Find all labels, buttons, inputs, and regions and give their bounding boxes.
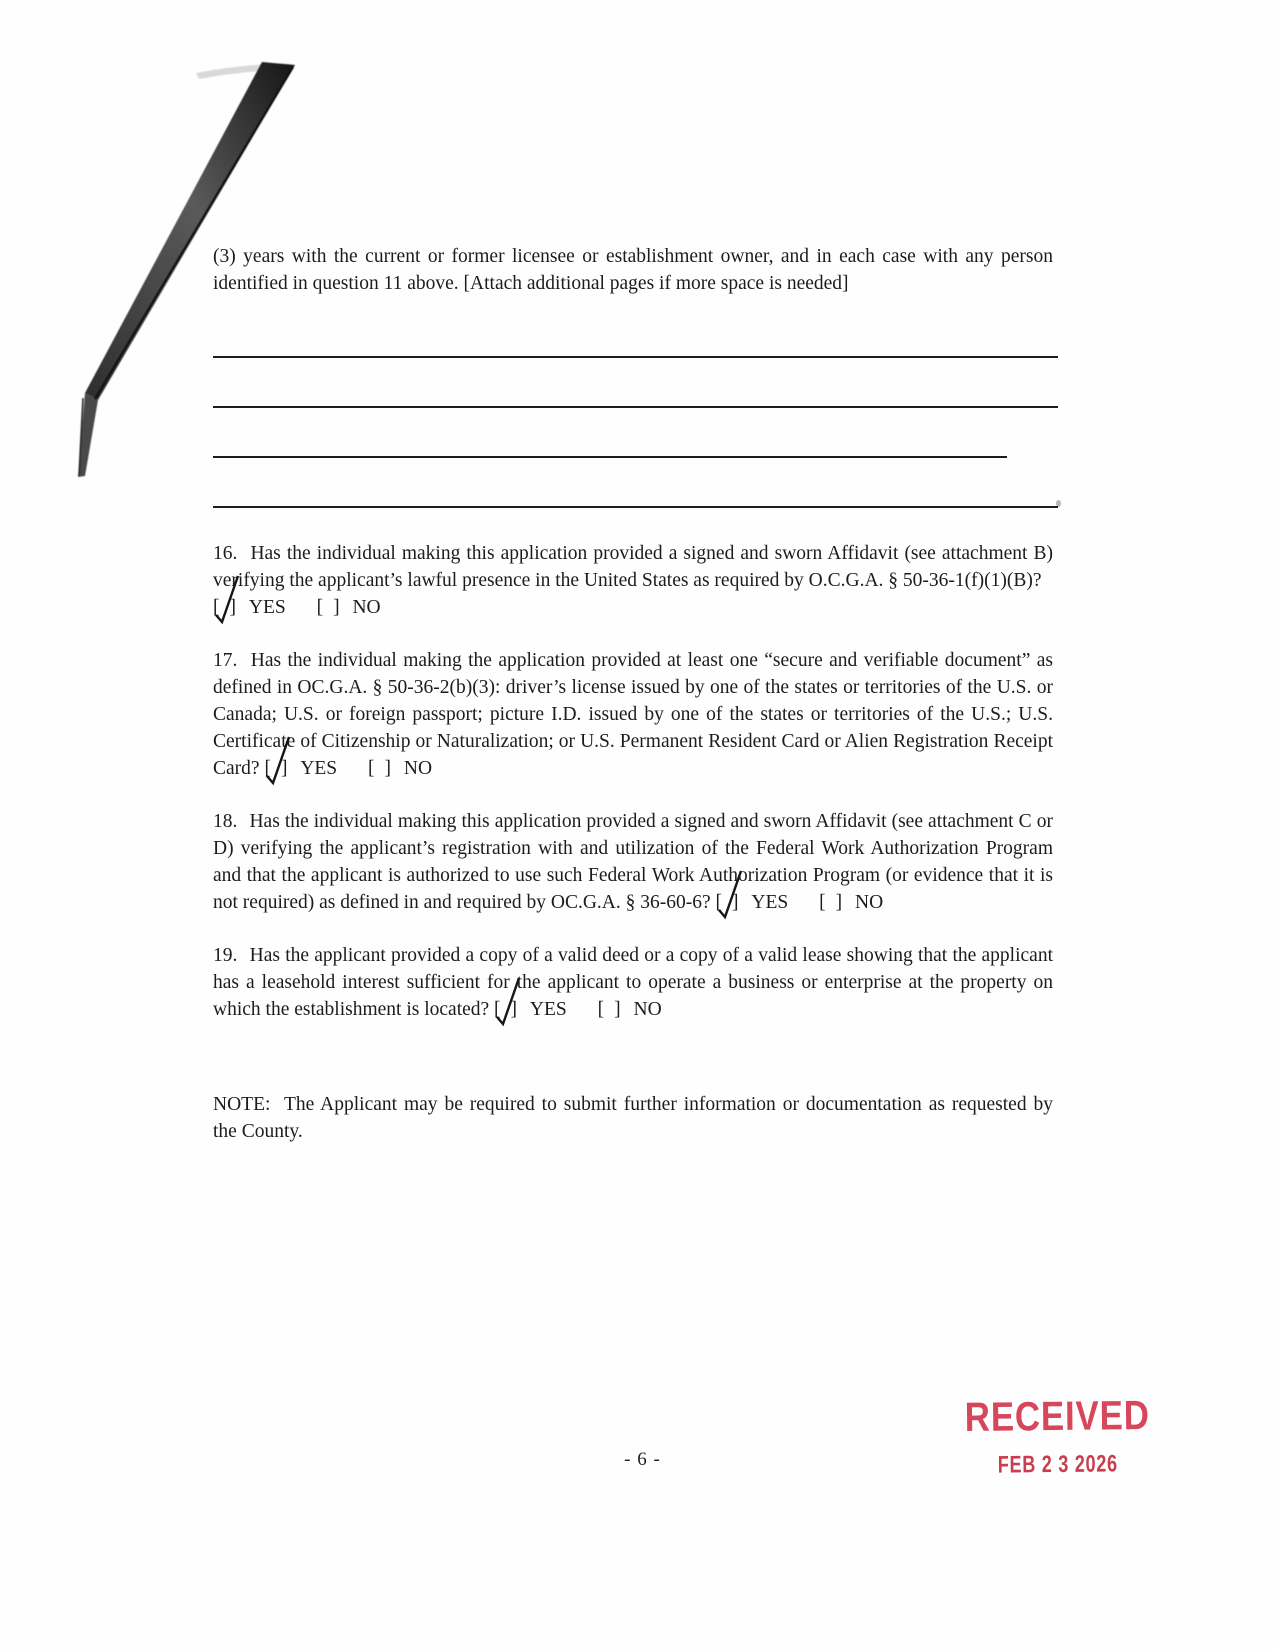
page-number: - 6 -: [624, 1449, 661, 1470]
no-checkbox: [317, 594, 340, 621]
bracket-close: ]: [614, 999, 621, 1020]
no-label: NO: [633, 999, 662, 1020]
write-in-line: [213, 458, 1058, 508]
bracket-close: ]: [732, 892, 739, 913]
note-paragraph: [213, 1091, 1053, 1145]
no-option: [598, 999, 662, 1020]
no-label: NO: [352, 597, 381, 618]
yes-checkbox: [494, 996, 517, 1023]
yes-label: YES: [248, 597, 286, 618]
answer-options: [213, 594, 1053, 621]
checkmark-icon: [214, 574, 240, 626]
question-text: Has the applicant provided a copy of a valid deed or a copy of a valid lease showing that the applicant has a leasehold interest sufficient for the applicant to operate a business or enterprise at the property on which the establishment is located?: [213, 945, 1053, 1020]
answer-options: [716, 892, 884, 913]
no-checkbox: [819, 889, 842, 916]
write-in-line: [213, 358, 1058, 408]
bracket-close: ]: [835, 892, 843, 913]
question-text: Has the individual making this application provided a signed and sworn Affidavit (see attachment B) verifying the applicant’s lawful presence in the United States as required by O.C.G.A. § 50-36-1(f)(1)(B)?: [213, 543, 1053, 591]
no-checkbox: [598, 996, 621, 1023]
no-label: NO: [403, 758, 433, 779]
checkmark-icon: [265, 735, 291, 787]
bracket-close: ]: [229, 597, 236, 618]
bracket-open: [: [316, 597, 324, 618]
bracket-open: [: [715, 892, 723, 913]
note-label: NOTE:: [213, 1094, 271, 1115]
yes-checkbox: [213, 594, 236, 621]
no-option: [819, 892, 883, 913]
yes-checkbox: [264, 755, 287, 782]
stamp-date-text: FEB 2 3 2026: [997, 1450, 1118, 1479]
stamp-received-text: RECEIVED: [964, 1392, 1150, 1440]
bracket-close: ]: [280, 758, 288, 779]
no-option: [317, 597, 381, 618]
bracket-close: ]: [333, 597, 340, 618]
note-text: The Applicant may be required to submit further information or documentation as requested by the County.: [213, 1094, 1053, 1142]
bracket-open: [: [368, 758, 375, 779]
question-text: Has the individual making the application provided at least one “secure and verifiable document” as defined in OC.G.A. § 50-36-2(b)(3): driver’s license issued by one of the states or territories of the U.S. or Canada; U.S. or foreign passport; picture I.D. issued by one of the states or territories of the U.S.; U.S. Certificate of Citizenship or Naturalization; or U.S. Permanent Resident Card or Alien Registration Receipt Card?: [213, 650, 1053, 779]
bracket-open: [: [213, 597, 220, 618]
question-16: [213, 540, 1053, 621]
no-checkbox: [368, 755, 391, 782]
intro-paragraph: (3) years with the current or former licensee or establishment owner, and in each case with any person identified in question 11 above. [Attach additional pages if more space is needed]: [213, 246, 1053, 294]
yes-option: [716, 892, 794, 913]
yes-checkbox: [716, 889, 739, 916]
bracket-open: [: [264, 758, 271, 779]
question-17: [213, 647, 1053, 782]
no-option: [368, 758, 432, 779]
write-in-lines: [213, 347, 1058, 508]
question-number: 16.: [213, 543, 238, 564]
checkmark-icon: [717, 869, 743, 921]
bracket-open: [: [494, 999, 501, 1020]
answer-options: [494, 999, 662, 1020]
yes-label: YES: [751, 892, 789, 913]
yes-label: YES: [300, 758, 338, 779]
question-18: [213, 808, 1053, 916]
question-number: 18.: [213, 811, 238, 832]
yes-label: YES: [529, 999, 567, 1020]
question-number: 19.: [213, 945, 238, 966]
question-text: Has the individual making this application provided a signed and sworn Affidavit (see attachment C or D) verifying the applicant’s registration with and utilization of the Federal Work Authorization Program and that the applicant is authorized to use such Federal Work Authorization Program (or evidence that it is not required) as defined in and required by OC.G.A. § 36-60-6?: [213, 811, 1053, 913]
no-label: NO: [855, 892, 884, 913]
form-content: [213, 243, 1053, 1145]
received-stamp: [945, 1392, 1171, 1480]
answer-options: [264, 758, 432, 779]
bracket-close: ]: [384, 758, 392, 779]
question-19: [213, 942, 1053, 1023]
checkmark-icon: [495, 976, 521, 1028]
question-number: 17.: [213, 650, 238, 671]
write-in-line: [213, 347, 1058, 358]
bracket-open: [: [597, 999, 605, 1020]
bracket-close: ]: [510, 999, 518, 1020]
yes-option: [494, 999, 572, 1020]
bracket-open: [: [819, 892, 826, 913]
yes-option: [264, 758, 342, 779]
write-in-line: [213, 408, 1007, 458]
yes-option: [213, 597, 291, 618]
